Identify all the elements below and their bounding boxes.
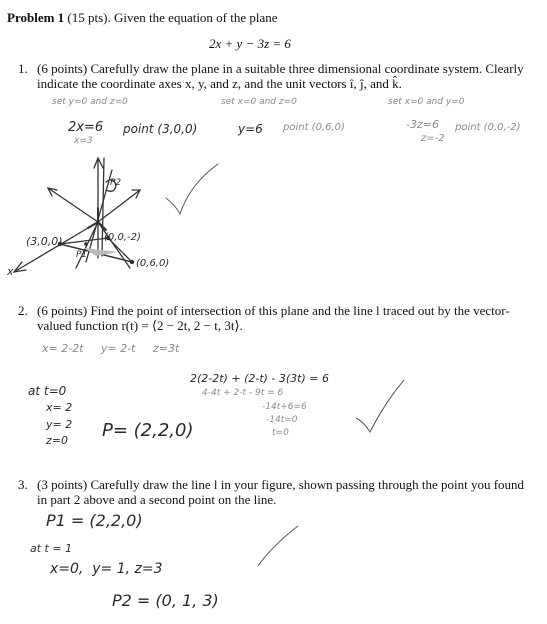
check-mark-2 [356, 380, 404, 432]
hand-set-a: set y=0 and z=0 [52, 97, 128, 107]
part1-line2: indicate the coordinate axes x, y, and z, and the unit vectors î, ĵ, and k̂. [37, 76, 402, 91]
problem-intro: Given the equation of the plane [114, 10, 278, 25]
hand-set-c: set x=0 and y=0 [388, 97, 465, 107]
neg-y-axis-line [98, 190, 140, 222]
hand-pt-c: point (0,0,-2) [455, 122, 521, 133]
hand-p2: P2 = (0, 1, 3) [112, 591, 219, 610]
part2-number: 2. [18, 303, 28, 318]
hand-at-t0: at t=0 [28, 384, 67, 398]
label-002: (0,0,-2) [104, 232, 141, 243]
hand-set-b: set x=0 and z=0 [221, 97, 297, 107]
part3-number: 3. [18, 477, 28, 492]
part2-line1: (6 points) Find the point of intersection of this plane and the line l traced out by the vector- [37, 303, 510, 318]
hand-xyz: x=0, y= 1, z=3 [50, 561, 163, 577]
plane-equation: 2x + y − 3z = 6 [209, 36, 291, 51]
part3-line1: (3 points) Carefully draw the line l in your figure, shown passing through the point you found [37, 477, 525, 492]
hand-pt-a: point (3,0,0) [123, 122, 198, 136]
hand-eq-c2: z=-2 [421, 133, 445, 144]
hand-z-val: z=0 [46, 434, 68, 447]
hand-pt-b: point (0,6,0) [283, 122, 345, 133]
part3-line2: in part 2 above and a second point on the line. [37, 492, 277, 507]
label-p1: P1 [76, 250, 88, 260]
neg-x-axis-line [48, 188, 98, 222]
hand-x-val: x= 2 [46, 401, 73, 414]
hand-y-val: y= 2 [46, 418, 73, 431]
hand-sub5: t=0 [272, 428, 289, 438]
part1-number: 1. [18, 61, 28, 76]
hand-eq-a2: x=3 [74, 136, 93, 146]
check-mark-1 [166, 164, 218, 214]
point-p1 [84, 242, 88, 246]
hand-eq-c: -3z=6 [406, 118, 439, 131]
hand-sub4: -14t=0 [266, 415, 298, 425]
hand-intersection-point: P= (2,2,0) [102, 420, 194, 441]
label-300: (3,0,0) [26, 235, 63, 248]
hand-eq-a: 2x=6 [68, 120, 104, 135]
label-060: (0,6,0) [136, 258, 170, 269]
x-axis-arrow [14, 262, 26, 272]
hand-param: x= 2-2t y= 2-t z=3t [42, 342, 180, 355]
point-060 [130, 260, 134, 264]
part2-line2: valued function r(t) = ⟨2 − 2t, 2 − t, 3t⟩. [37, 318, 243, 333]
problem-heading: Problem 1 [7, 10, 65, 25]
neg-y-axis-arrow [132, 190, 140, 198]
hand-sub1: 2(2-2t) + (2-t) - 3(3t) = 6 [190, 372, 329, 385]
hand-sub3: -14t+6=6 [262, 402, 307, 412]
label-p2: P2 [110, 178, 122, 188]
hand-p1: P1 = (2,2,0) [46, 511, 143, 530]
hand-at-t1: at t = 1 [30, 542, 73, 555]
hand-eq-b: y=6 [238, 122, 263, 136]
part1-line1: (6 points) Carefully draw the plane in a suitable three dimensional coordinate system. Clearly [37, 61, 524, 76]
hand-sub2: 4-4t + 2-t - 9t = 6 [202, 388, 284, 398]
label-x-axis: x [7, 265, 14, 278]
check-mark-3 [258, 526, 298, 566]
problem-points: (15 pts). [67, 10, 111, 25]
